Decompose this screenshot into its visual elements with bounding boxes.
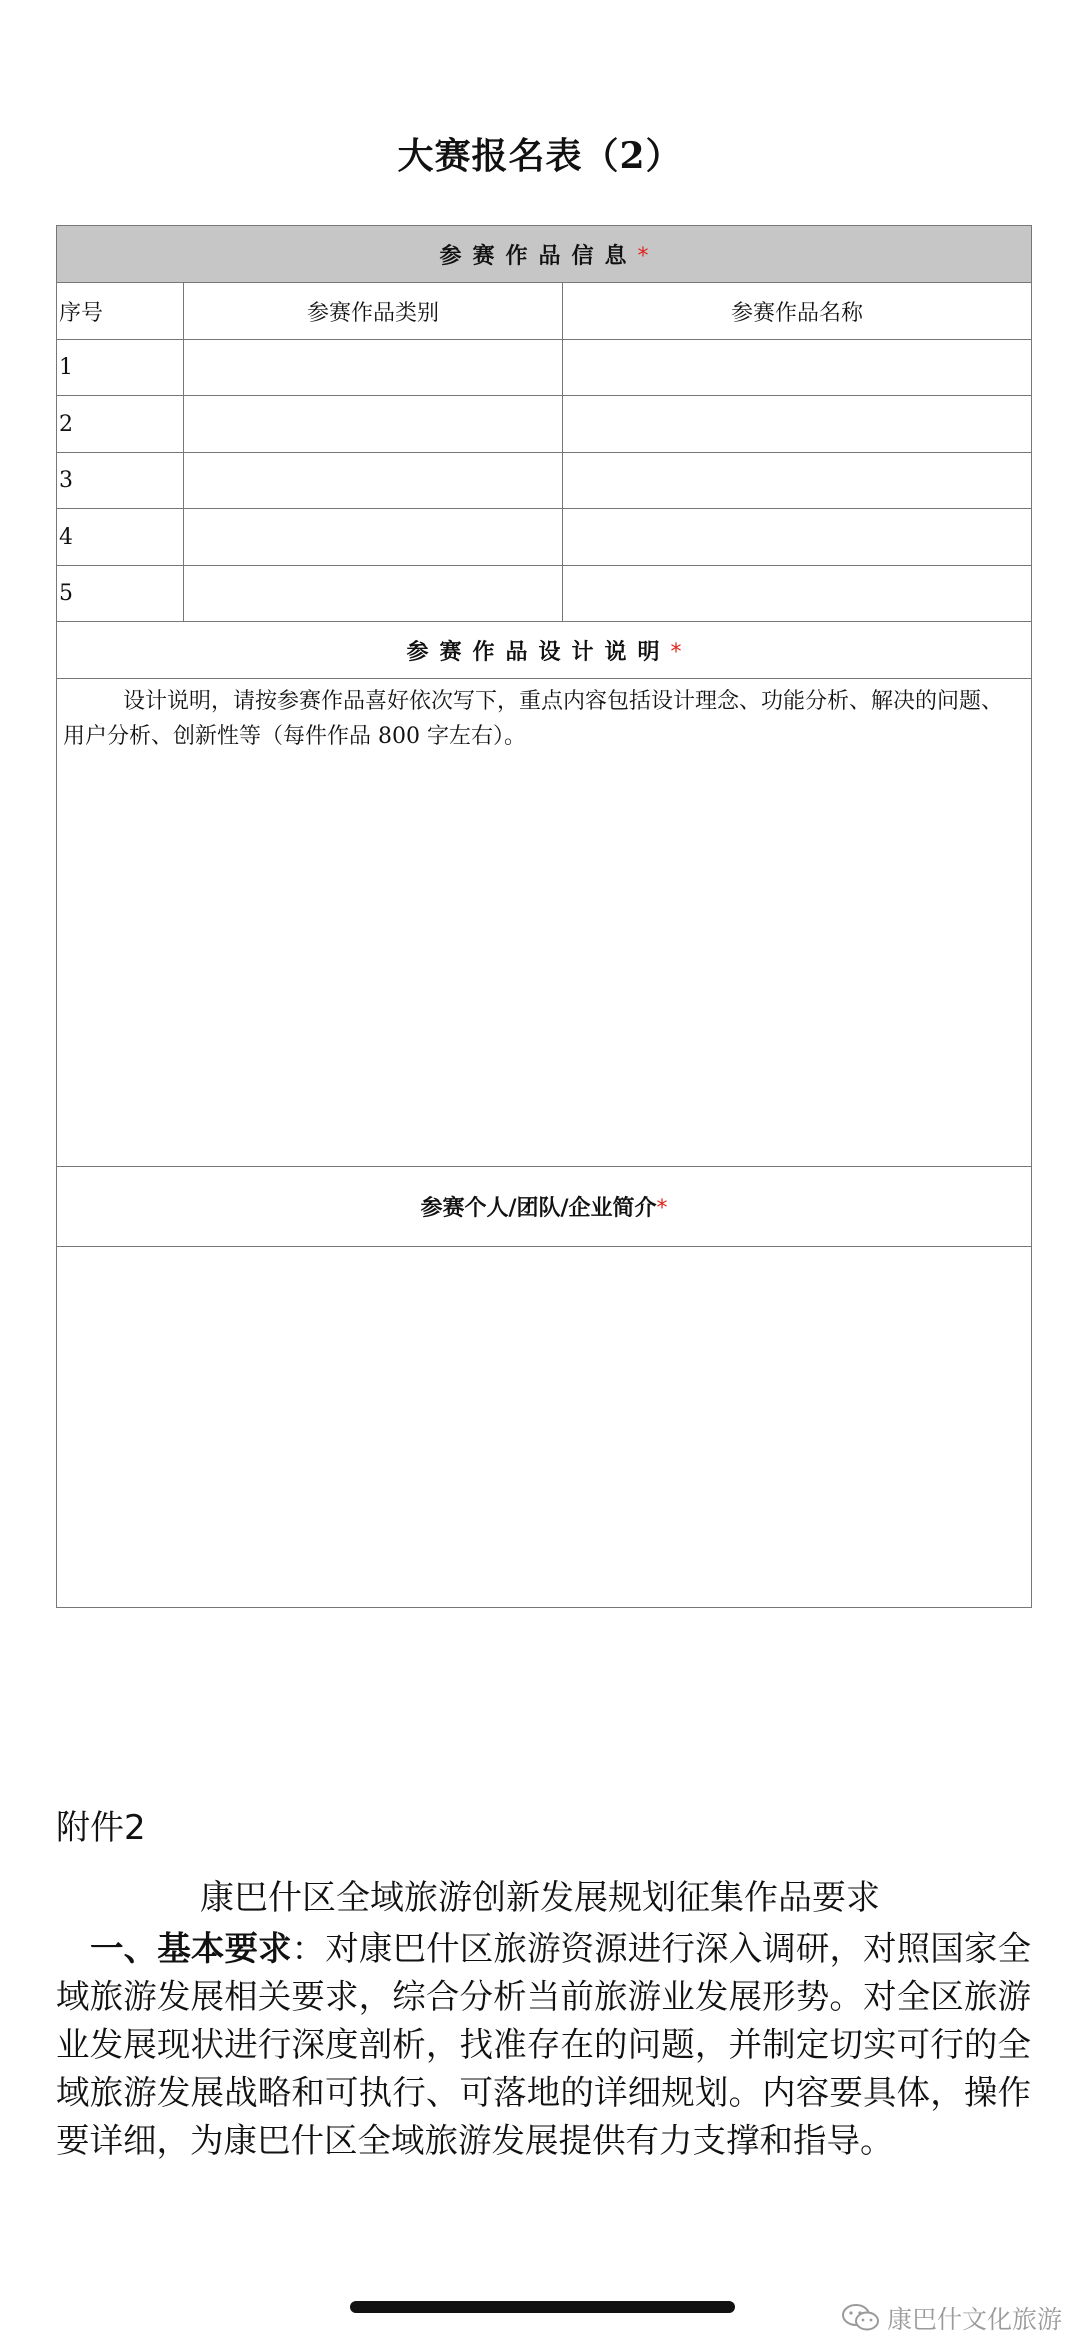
intro-heading-text: 参赛个人/团队/企业简介: [420, 1196, 657, 1221]
name-cell[interactable]: [563, 566, 1032, 622]
category-cell[interactable]: [184, 453, 563, 509]
registration-table: [56, 225, 1032, 1608]
name-cell[interactable]: [563, 340, 1032, 396]
design-description-text: 设计说明，请按参赛作品喜好依次写下，重点内容包括设计理念、功能分析、解决的问题、用户分析、创新性等（每件作品 800 字左右）。: [63, 689, 1004, 749]
table-row: [57, 566, 1032, 622]
name-cell[interactable]: [563, 453, 1032, 509]
watermark-text: 康巴什文化旅游: [886, 2305, 1062, 2334]
design-description-cell[interactable]: [57, 679, 1032, 1167]
name-cell[interactable]: [563, 396, 1032, 453]
required-mark: *: [637, 243, 649, 269]
row-number: 5: [57, 566, 184, 622]
row-number: 3: [57, 453, 184, 509]
category-cell[interactable]: [184, 340, 563, 396]
entry-info-heading: [57, 226, 1032, 283]
column-header-category: 参赛作品类别: [184, 283, 563, 340]
row-number: 1: [57, 340, 184, 396]
required-mark: *: [670, 639, 682, 665]
requirements-title: 康巴什区全域旅游创新发展规划征集作品要求: [200, 1878, 880, 1918]
home-indicator[interactable]: [350, 2301, 735, 2313]
attachment-label: 附件2: [56, 1808, 146, 1848]
table-row: [57, 453, 1032, 509]
intro-content-cell[interactable]: [57, 1247, 1032, 1608]
row-number: 2: [57, 396, 184, 453]
column-header-name: 参赛作品名称: [563, 283, 1032, 340]
row-number: 4: [57, 509, 184, 566]
requirements-lead: 一、基本要求: [90, 1929, 292, 1968]
form-title: 大赛报名表（2）: [397, 135, 683, 177]
column-header-index: 序号: [57, 283, 184, 340]
intro-heading: [57, 1167, 1032, 1247]
watermark: [841, 2300, 1062, 2336]
name-cell[interactable]: [563, 509, 1032, 566]
category-cell[interactable]: [184, 509, 563, 566]
table-row: [57, 396, 1032, 453]
table-row: [57, 509, 1032, 566]
design-heading: [57, 622, 1032, 679]
design-heading-text: 参赛作品设计说明: [406, 639, 671, 665]
entry-info-heading-text: 参赛作品信息: [439, 243, 638, 269]
category-cell[interactable]: [184, 566, 563, 622]
requirements-text: ：对康巴什区旅游资源进行深入调研，对照国家全域旅游发展相关要求，综合分析当前旅游业发展形势。对全区旅游业发展现状进行深度剖析，找准存在的问题，并制定切实可行的全域旅游发展战略和可执行、可落地的详细规划。内容要具体，操作要详细，为康巴什区全域旅游发展提供有力支撑和指导。: [56, 1929, 1032, 2160]
requirements-body: [56, 1925, 1031, 2165]
required-mark: *: [656, 1196, 668, 1221]
table-row: [57, 340, 1032, 396]
wechat-icon: [841, 2304, 881, 2332]
category-cell[interactable]: [184, 396, 563, 453]
